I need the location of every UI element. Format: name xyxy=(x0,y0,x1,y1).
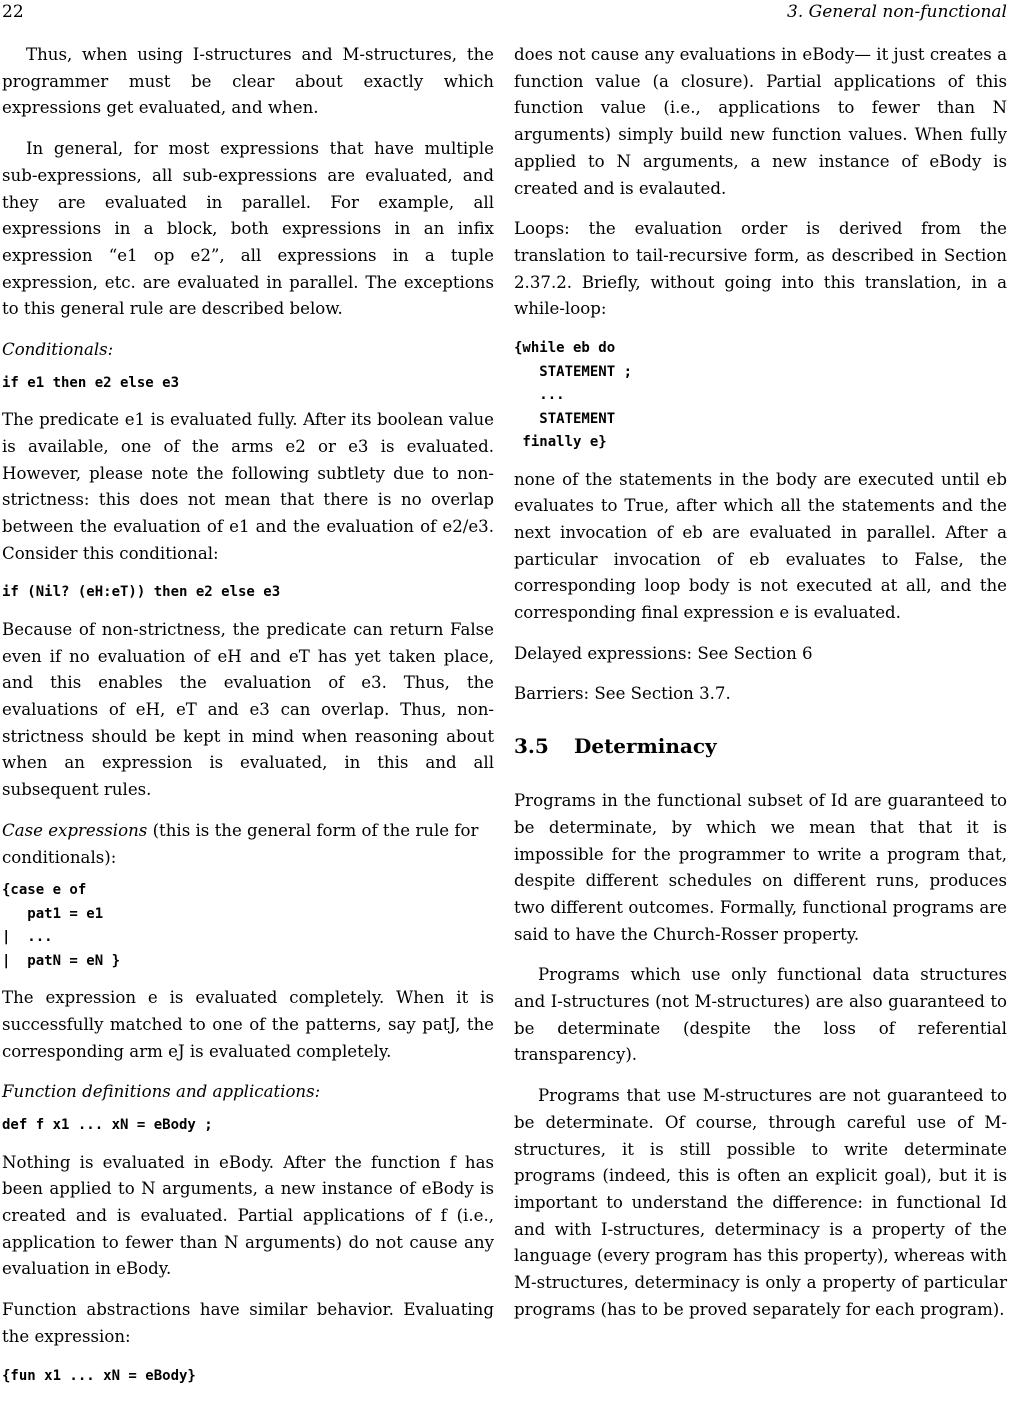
conditionals-label: Conditionals: xyxy=(2,340,114,360)
right-column xyxy=(514,42,1007,1338)
code-conditional-nil: if (Nil? (eH:eT)) then e2 else e3 xyxy=(2,584,281,601)
paragraph-general-rule: In general, for most expressions that have multiple sub-expressions, all sub-expressions are evaluated, and they are evaluated in parallel. For example, all expressions in a block, both expressions in an infix expression “e1 op e2”, all expressions in a tuple expression, etc. are evaluated in parallel. The exceptions to this general rule are described below. xyxy=(2,139,494,319)
section-heading xyxy=(514,732,1007,760)
page-number: 22 xyxy=(2,2,24,22)
section-number: 3.5 xyxy=(514,734,549,759)
code-def: def f x1 ... xN = eBody ; xyxy=(2,1117,213,1134)
page-header xyxy=(2,0,1007,24)
paragraph-function-eval: Nothing is evaluated in eBody. After the function f has been applied to N arguments, a new instance of eBody is created and is evaluated. Partial applications of f (i.e., application to fewer than N arguments) do not cause any evaluation in eBody. xyxy=(2,1152,494,1279)
paragraph-abstractions: Function abstractions have similar behavior. Evaluating the expression: xyxy=(2,1300,494,1346)
code-while-loop: {while eb do STATEMENT ; ... STATEMENT finally e} xyxy=(514,340,633,451)
paragraph-loop-statements: none of the statements in the body are executed until eb evaluates to True, after which all the statements and the next invocation of eb are evaluated in parallel. After a particular invocation of eb evaluates to False, the corresponding loop body is not executed at all, and the corresponding final expression e is evaluated. xyxy=(514,469,1007,623)
paragraph-closure: does not cause any evaluations in eBody— it just creates a function value (a closure). Partial applications of this function value (i.e., applications to fewer than N arguments) simply build new function values. When fully applied to N arguments, a new instance of eBody is created and is evalauted. xyxy=(514,45,1007,198)
code-fun: {fun x1 ... xN = eBody} xyxy=(2,1367,196,1384)
function-definitions-label: Function definitions and applications: xyxy=(2,1082,321,1102)
paragraph-predicate: The predicate e1 is evaluated fully. After its boolean value is available, one of the arms e2 or e3 is evaluated. However, please note the following subtlety due to non-strictness: this does not mean that there is no overlap between the evaluation of e1 and the evaluation of e2/e3. Consider this conditional: xyxy=(2,410,494,563)
running-title: 3. General non-functional xyxy=(787,2,1007,22)
paragraph-delayed: Delayed expressions: See Section 6 xyxy=(514,643,813,663)
paragraph-i-structures: Programs which use only functional data structures and I-structures (not M-structures) are also guaranteed to be determinate (despite the loss of referential transparency). xyxy=(514,965,1007,1065)
left-column xyxy=(2,42,494,1400)
paragraph-non-strictness: Because of non-strictness, the predicate can return False even if no evaluation of eH and eT has yet taken place, and this enables the evaluation of e3. Thus, the evaluations of eH, eT and e3 can overlap. Thus, non-strictness should be kept in mind when reasoning about when an expression is evaluated, in this and all subsequent rules. xyxy=(2,619,494,800)
case-expressions-label: Case expressions (this is the general form of the rule for conditionals): xyxy=(2,820,479,867)
paragraph-barriers: Barriers: See Section 3.7. xyxy=(514,684,731,704)
section-title: Determinacy xyxy=(574,734,717,759)
paragraph-functional-determinate: Programs in the functional subset of Id are guaranteed to be determinate, by which we mean that that it is impossible for the programmer to write a program that, despite different schedules on different runs, produces two different outcomes. Formally, functional programs are said to have the Church-Rosser property. xyxy=(514,791,1007,944)
paragraph-intro: Thus, when using I-structures and M-structures, the programmer must be clear about exactly which expressions get evaluated, and when. xyxy=(2,45,494,118)
paragraph-loops: Loops: the evaluation order is derived from the translation to tail-recursive form, as described in Section 2.37.2. Briefly, without going into this translation, in a while-loop: xyxy=(514,219,1007,319)
paragraph-case-eval: The expression e is evaluated completely. When it is successfully matched to one of the patterns, say patJ, the corresponding arm eJ is evaluated completely. xyxy=(2,988,494,1061)
code-conditional: if e1 then e2 else e3 xyxy=(2,374,180,391)
paragraph-m-structures: Programs that use M-structures are not guaranteed to be determinate. Of course, through careful use of M-structures, it is still possible to write determinate programs (indeed, this is often an explicit goal), but it is important to understand the difference: in functional Id and with I-structures, determinacy is a property of the language (every program has this property), whereas with M-structures, determinacy is only a property of particular programs (has to be proved separately for each program). xyxy=(514,1086,1007,1319)
code-case: {case e of pat1 = e1 | ... | patN = eN } xyxy=(2,882,121,969)
